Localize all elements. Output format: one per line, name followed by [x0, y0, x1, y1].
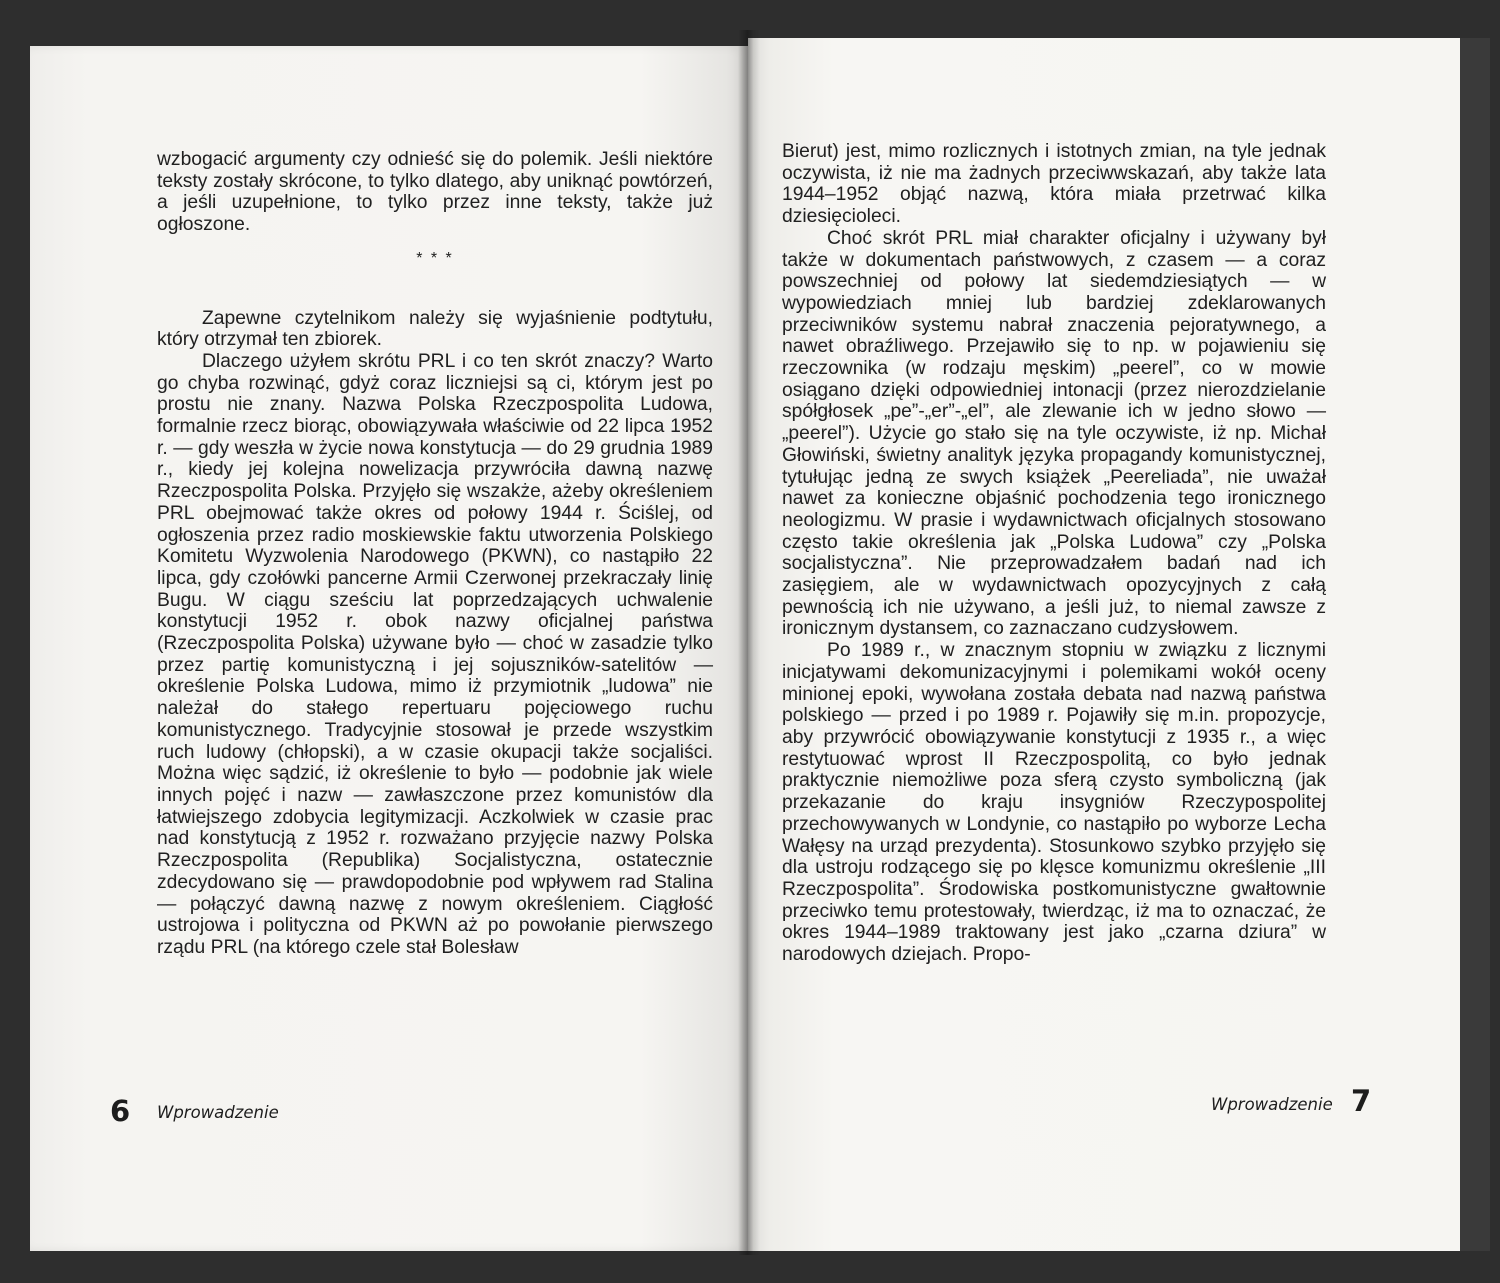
paragraph: wzbogacić argumenty czy odnieść się do polemik. Jeśli niektóre teksty zostały skrócone, to tylko dlatego, aby uniknąć powtórzeń, a jeśli uzupełnione, to tylko przez inne teksty, także już ogłoszone.	[157, 149, 713, 236]
page-number: 7	[1351, 1084, 1372, 1118]
section-separator: * * *	[416, 249, 454, 267]
paragraph: Bierut) jest, mimo rozlicznych i istotnych zmian, na tyle jednak oczywista, iż nie ma żadnych przeciwwskazań, aby także lata 1944–1952 objąć nazwą, która miała przetrwać kilka dziesięcioleci.	[782, 141, 1326, 228]
cover-edge	[1460, 38, 1490, 1251]
left-page	[30, 46, 748, 1251]
page-number: 6	[110, 1094, 131, 1128]
paragraph: Choć skrót PRL miał charakter oficjalny i używany był także w dokumentach państwowych, z czasem — a coraz powszechniej od połowy lat siedemdziesiątych — w wypowiedziach mniej lub bardziej zdeklarowanych przeciwników systemu nabrał znaczenia pejoratywnego, a nawet obraźliwego. Przejawiło się to np. w pojawieniu się rzeczownika (w rodzaju męskim) „peerel”, co w mowie osiągano dzięki odpowiedniej intonacji (przez nierozdzielanie spółgłosek „pe”-„er”-„el”, ale zlewanie ich w jedno słowo — „peerel”). Użycie go stało się na tyle oczywiste, iż np. Michał Głowiński, świetny analityk języka propagandy komunistycznej, tytułując jedną ze swych książek „Peereliada”, nie uważał nawet za konieczne objaśnić pochodzenia tego ironicznego neologizmu. W prasie i wydawnictwach oficjalnych stosowano często takie określenia jak „Polska Ludowa” czy „Polska socjalistyczna”. Nie przeprowadzałem badań nad ich zasięgiem, ale w wydawnictwach opozycyjnych z całą pewnością ich nie używano, a jeśli już, to niemal zawsze z ironicznym dystansem, co zaznaczano cudzysłowem.	[782, 227, 1326, 640]
left-page-text	[157, 149, 713, 959]
book-spine	[738, 30, 760, 1255]
paragraph: Po 1989 r., w znacznym stopniu w związku z licznymi inicjatywami dekomunizacyjnymi i polemikami wokół oceny minionej epoki, wywołana została debata nad nazwą państwa polskiego — przed i po 1989 r. Pojawiły się m.in. propozycje, aby przywrócić obowiązywanie konstytucji z 1935 r., a więc restytuować wprost II Rzeczpospolitą, co było jednak praktycznie niemożliwe poza sferą czysto symboliczną (jak przekazanie do kraju insygniów Rzeczypospolitej przechowywanych w Londynie, co nastąpiło po wyborze Lecha Wałęsy na urząd prezydenta). Stosunkowo szybko przyjęło się dla ustroju rodzącego się po klęsce komunizmu określenie „III Rzeczpospolita”. Środowiska postkomunistyczne gwałtownie przeciwko temu protestowały, twierdząc, iż ma to oznaczać, że okres 1944–1989 traktowany jest jako „czarna dziura” w narodowych dziejach. Propo-	[782, 640, 1326, 966]
running-title: Wprowadzenie	[157, 1103, 279, 1122]
running-title: Wprowadzenie	[1211, 1095, 1333, 1114]
right-page-text	[782, 141, 1326, 966]
right-page	[748, 38, 1460, 1251]
paragraph: Zapewne czytelnikom należy się wyjaśnienie podtytułu, który otrzymał ten zbiorek.	[157, 307, 713, 351]
paragraph: Dlaczego użyłem skrótu PRL i co ten skrót znaczy? Warto go chyba rozwinąć, gdyż coraz liczniejsi są ci, którym jest po prostu nie znany. Nazwa Polska Rzeczpospolita Ludowa, formalnie rzecz biorąc, obowiązywała właściwie od 22 lipca 1952 r. — gdy weszła w życie nowa konstytucja — do 29 grudnia 1989 r., kiedy jej kolejna nowelizacja przywróciła dawną nazwę Rzeczpospolita Polska. Przyjęło się wszakże, ażeby określeniem PRL obejmować także okres od połowy 1944 r. Ściślej, od ogłoszenia przez radio moskiewskie faktu utworzenia Polskiego Komitetu Wyzwolenia Narodowego (PKWN), co nastąpiło 22 lipca, gdy czołówki pancerne Armii Czerwonej przekraczały linię Bugu. W ciągu sześciu lat poprzedzających uchwalenie konstytucji 1952 r. obok nazwy oficjalnej państwa (Rzeczpospolita Polska) używane było — choć w zasadzie tylko przez partię komunistyczną i jej sojuszników-satelitów — określenie Polska Ludowa, mimo iż przymiotnik „ludowa” nie należał do stałego repertuaru pojęciowego ruchu komunistycznego. Tradycyjnie stosował je przede wszystkim ruch ludowy (chłopski), a w czasie okupacji także socjaliści. Można więc sądzić, iż określenie to było — podobnie jak wiele innych pojęć i nazw — zawłaszczone przez komunistów dla łatwiejszego zdobycia legitymizacji. Aczkolwiek w czasie prac nad konstytucją z 1952 r. rozważano przyjęcie nazwy Polska Rzeczpospolita (Republika) Socjalistyczna, ostatecznie zdecydowano się — prawdopodobnie pod wpływem rad Stalina — połączyć dawną nazwę z nowym określeniem. Ciągłość ustrojowa i polityczna od PKWN aż po powołanie pierwszego rządu PRL (na którego czele stał Bolesław	[157, 350, 713, 958]
